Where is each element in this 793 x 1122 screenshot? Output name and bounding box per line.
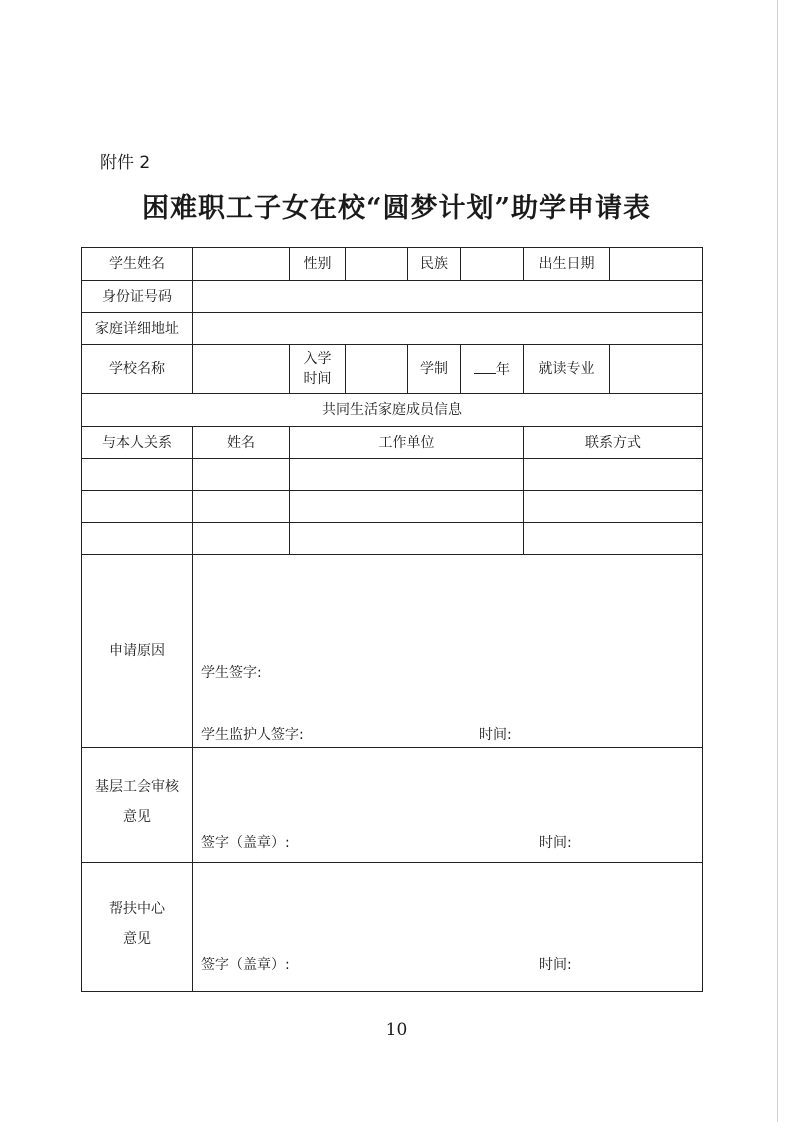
row-basic-info bbox=[82, 248, 703, 281]
center-time-label: 时间: bbox=[539, 957, 572, 973]
apply-time-label: 时间: bbox=[479, 727, 512, 743]
school-name-label: 学校名称 bbox=[82, 345, 193, 394]
row-school-info bbox=[82, 345, 703, 394]
union-sign-label: 签字（盖章）: bbox=[201, 835, 290, 851]
ethnicity-field[interactable] bbox=[461, 248, 524, 281]
contact-cell[interactable] bbox=[524, 491, 703, 523]
relation-header: 与本人关系 bbox=[82, 427, 193, 459]
apply-reason-field[interactable] bbox=[193, 555, 703, 748]
years-suffix: 年 bbox=[496, 361, 510, 378]
id-number-label: 身份证号码 bbox=[82, 281, 193, 313]
work-unit-header: 工作单位 bbox=[290, 427, 524, 459]
gender-field[interactable] bbox=[346, 248, 408, 281]
years-blank[interactable] bbox=[474, 359, 496, 374]
center-sign-label: 签字（盖章）: bbox=[201, 957, 290, 973]
row-help-center bbox=[82, 863, 703, 992]
id-number-field[interactable] bbox=[193, 281, 703, 313]
row-apply-reason bbox=[82, 555, 703, 748]
row-family-headers bbox=[82, 427, 703, 459]
union-review-field[interactable] bbox=[193, 748, 703, 863]
major-field[interactable] bbox=[610, 345, 703, 394]
member-name-cell[interactable] bbox=[193, 523, 290, 555]
birth-date-label: 出生日期 bbox=[524, 248, 610, 281]
union-review-label-line1: 基层工会审核 bbox=[95, 779, 179, 795]
enroll-time-label-line1: 入学 bbox=[303, 351, 332, 367]
ethnicity-label: 民族 bbox=[408, 248, 461, 281]
row-home-address bbox=[82, 313, 703, 345]
member-name-cell[interactable] bbox=[193, 491, 290, 523]
enroll-time-label bbox=[290, 345, 346, 394]
attachment-label: 附件 2 bbox=[100, 153, 151, 173]
home-address-label: 家庭详细地址 bbox=[82, 313, 193, 345]
application-form-table bbox=[81, 247, 703, 992]
relation-cell[interactable] bbox=[82, 491, 193, 523]
gender-label: 性别 bbox=[290, 248, 346, 281]
guardian-signature-label: 学生监护人签字: bbox=[201, 727, 304, 743]
major-label: 就读专业 bbox=[524, 345, 610, 394]
union-time-label: 时间: bbox=[539, 835, 572, 851]
school-system-field[interactable] bbox=[461, 345, 524, 394]
scan-edge-line bbox=[777, 0, 778, 1122]
family-row bbox=[82, 459, 703, 491]
student-name-field[interactable] bbox=[193, 248, 290, 281]
family-row bbox=[82, 523, 703, 555]
row-id-number bbox=[82, 281, 703, 313]
contact-cell[interactable] bbox=[524, 459, 703, 491]
relation-cell[interactable] bbox=[82, 523, 193, 555]
student-signature-label: 学生签字: bbox=[201, 665, 262, 681]
work-unit-cell[interactable] bbox=[290, 459, 524, 491]
relation-cell[interactable] bbox=[82, 459, 193, 491]
page-number: 10 bbox=[385, 1020, 408, 1040]
contact-cell[interactable] bbox=[524, 523, 703, 555]
work-unit-cell[interactable] bbox=[290, 523, 524, 555]
member-name-header: 姓名 bbox=[193, 427, 290, 459]
enroll-time-label-line2: 时间 bbox=[303, 371, 332, 387]
row-family-section bbox=[82, 394, 703, 427]
enroll-time-field[interactable] bbox=[346, 345, 408, 394]
school-name-field[interactable] bbox=[193, 345, 290, 394]
help-center-field[interactable] bbox=[193, 863, 703, 992]
home-address-field[interactable] bbox=[193, 313, 703, 345]
row-union-review bbox=[82, 748, 703, 863]
family-row bbox=[82, 491, 703, 523]
work-unit-cell[interactable] bbox=[290, 491, 524, 523]
apply-reason-label: 申请原因 bbox=[82, 555, 193, 748]
page-title: 困难职工子女在校“圆梦计划”助学申请表 bbox=[141, 193, 652, 224]
student-name-label: 学生姓名 bbox=[82, 248, 193, 281]
contact-header: 联系方式 bbox=[524, 427, 703, 459]
member-name-cell[interactable] bbox=[193, 459, 290, 491]
school-system-label: 学制 bbox=[408, 345, 461, 394]
union-review-label bbox=[82, 748, 193, 863]
union-review-label-line2: 意见 bbox=[123, 809, 151, 825]
family-section-header: 共同生活家庭成员信息 bbox=[82, 394, 703, 427]
help-center-label-line2: 意见 bbox=[123, 931, 151, 947]
help-center-label bbox=[82, 863, 193, 992]
help-center-label-line1: 帮扶中心 bbox=[109, 901, 165, 917]
birth-date-field[interactable] bbox=[610, 248, 703, 281]
